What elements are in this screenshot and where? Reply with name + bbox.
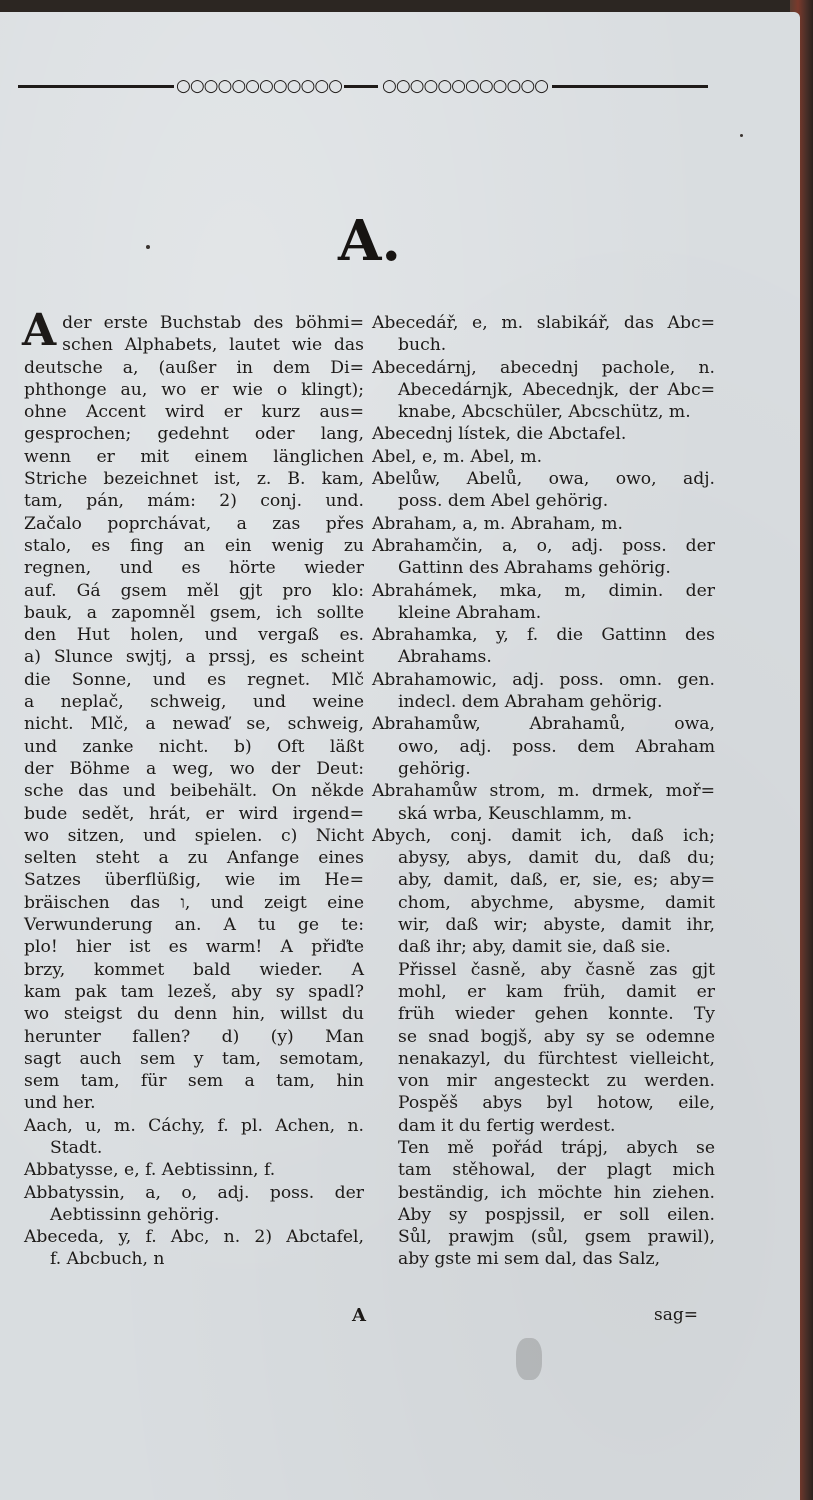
text-line: und zanke nicht. b) Oft läßt	[24, 736, 364, 757]
entry-line: Abrahamka, y, f. die Gattinn des	[372, 625, 715, 646]
text-line: der erste Buchstab des böhmi=	[62, 313, 364, 333]
entry-line: Abbatysse, e, f. Aebtissinn, f.	[24, 1160, 276, 1181]
example-line: früh wieder gehen konnte. Ty	[398, 1004, 715, 1025]
rule-line	[552, 85, 708, 88]
entry-line: gehörig.	[398, 758, 471, 779]
entry-line: Abecedárnj, abecednj pachole, n.	[372, 357, 715, 378]
example-line: Sůl, prawjm (sůl, gsem prawil),	[398, 1227, 715, 1248]
text-line: Satzes überflüßig, wie im He=	[24, 870, 364, 891]
entry-line: Gattinn des Abrahams gehörig.	[398, 558, 671, 579]
example-line: Přissel časně, aby časně zas gjt	[398, 959, 715, 980]
entry-line: kleine Abraham.	[398, 602, 542, 623]
entry-line: poss. dem Abel gehörig.	[398, 491, 609, 512]
text-line: sem tam, für sem a tam, hin	[24, 1071, 364, 1092]
rule-line	[18, 85, 174, 88]
entry-line: Abrahams.	[398, 647, 492, 668]
text-line: Verwunderung an. A tu ge te:	[24, 915, 364, 936]
entry-line: Abecedárnjk, Abecednjk, der Abc=	[398, 379, 715, 400]
text-line: wo steigst du denn hin, willst du	[24, 1004, 364, 1025]
entry-line: abysy, abys, damit du, daß du;	[398, 848, 715, 869]
entry-line: Abrahamůw, Abrahamů, owa,	[372, 714, 715, 735]
example-line: von mir angesteckt zu werden.	[398, 1071, 715, 1092]
ink-speck	[740, 134, 743, 137]
text-line: herunter fallen? d) (y) Man	[24, 1026, 364, 1047]
drop-cap: A	[22, 305, 57, 356]
text-line: bräischen das ו, und zeigt eine	[24, 892, 364, 913]
catchword: sag=	[654, 1305, 698, 1325]
example-line: Aby sy pospjssil, er soll eilen.	[398, 1204, 715, 1225]
text-line: stalo, es fing an ein wenig zu	[24, 535, 364, 556]
entry-line: Abecednj lístek, die Abctafel.	[372, 424, 627, 445]
example-line: aby gste mi sem dal, das Salz,	[398, 1249, 661, 1270]
entry-line: Abbatyssin, a, o, adj. poss. der	[24, 1182, 364, 1203]
entry-line: Stadt.	[50, 1137, 103, 1158]
entry-line: Abraham, a, m. Abraham, m.	[372, 513, 623, 534]
text-line: schen Alphabets, lautet wie das	[62, 335, 364, 356]
text-line: ohne Accent wird er kurz aus=	[24, 402, 364, 423]
book-page	[0, 12, 800, 1500]
example-line: beständig, ich möchte hin ziehen.	[398, 1182, 715, 1203]
ink-blot	[516, 1338, 542, 1380]
text-line: kam pak tam lezeš, aby sy spadl?	[24, 981, 364, 1002]
text-line: selten steht a zu Anfange eines	[24, 848, 364, 869]
entry-line: owo, adj. poss. dem Abraham	[398, 736, 715, 757]
entry-line: ská wrba, Keuschlamm, m.	[398, 803, 633, 824]
rule-line	[344, 85, 378, 88]
text-line: plo! hier ist es warm! A přiďte	[24, 937, 364, 958]
entry-line: aby, damit, daß, er, sie, es; aby=	[398, 870, 715, 891]
example-line: Ten mě pořád trápj, abych se	[398, 1137, 715, 1158]
entry-line: wir, daß wir; abyste, damit ihr,	[398, 915, 715, 936]
left-column	[22, 305, 364, 1271]
entry-line: Aach, u, m. Cáchy, f. pl. Achen, n.	[24, 1115, 364, 1136]
entry-line: Abrahámek, mka, m, dimin. der	[372, 580, 715, 601]
text-line: phthonge au, wo er wie o klingt);	[24, 379, 364, 400]
text-line: deutsche a, (außer in dem Di=	[24, 357, 364, 378]
entry-line: chom, abychme, abysme, damit	[398, 892, 715, 913]
text-line: wo sitzen, und spielen. c) Nicht	[24, 825, 364, 846]
entry-line: indecl. dem Abraham gehörig.	[398, 692, 663, 713]
ornament-beads-right: ○○○○○○○○○○○○	[382, 76, 549, 96]
example-line: dam it du fertig werdest.	[398, 1115, 616, 1136]
ornament-beads-left: ○○○○○○○○○○○○	[175, 76, 342, 96]
text-line: auf. Gá gsem měl gjt pro klo:	[24, 580, 364, 601]
ink-speck	[146, 245, 150, 249]
example-line: tam stěhowal, der plagt mich	[398, 1160, 715, 1181]
entry-line: daß ihr; aby, damit sie, daß sie.	[398, 937, 671, 958]
entry-line: Abrahamowic, adj. poss. omn. gen.	[372, 669, 715, 690]
text-line: bude sedět, hrát, er wird irgend=	[24, 803, 364, 824]
entry-line: buch.	[398, 335, 447, 356]
entry-line: Abel, e, m. Abel, m.	[372, 446, 543, 467]
text-line: nicht. Mlč, a newaď se, schweig,	[24, 714, 364, 735]
example-line: se snad bogjš, aby sy se odemne	[398, 1026, 715, 1047]
entry-line: Abeceda, y, f. Abc, n. 2) Abctafel,	[24, 1227, 364, 1248]
text-line: die Sonne, und es regnet. Mlč	[24, 669, 364, 690]
text-line: den Hut holen, und vergaß es.	[24, 625, 364, 646]
entry-line: Abrahamůw strom, m. drmek, moř=	[372, 781, 715, 802]
signature-mark: A	[352, 1305, 366, 1326]
entry-line: Abelůw, Abelů, owa, owo, adj.	[372, 469, 715, 490]
text-line: der Böhme a weg, wo der Deut:	[24, 758, 364, 779]
text-line: a neplač, schweig, und weine	[24, 692, 364, 713]
right-column	[372, 312, 715, 1271]
text-line: und her.	[24, 1093, 96, 1114]
entry-line: Aebtissinn gehörig.	[50, 1204, 220, 1225]
section-heading: A.	[338, 208, 401, 274]
text-line: Začalo poprchávat, a zas přes	[24, 513, 364, 534]
text-line: a) Slunce swjtj, a prssj, es scheint	[24, 647, 364, 668]
entry-line: Abecedář, e, m. slabikář, das Abc=	[372, 313, 715, 333]
text-line: wenn er mit einem länglichen	[24, 446, 364, 467]
text-line: sche das und beibehält. On někde	[24, 781, 364, 802]
example-line: Pospěš abys byl hotow, eile,	[398, 1093, 715, 1114]
text-line: tam, pán, mám: 2) conj. und.	[24, 491, 364, 512]
entry-line: Abrahamčin, a, o, adj. poss. der	[372, 535, 715, 556]
example-line: nenakazyl, du fürchtest vielleicht,	[398, 1048, 715, 1069]
text-line: sagt auch sem y tam, semotam,	[24, 1048, 364, 1069]
text-line: brzy, kommet bald wieder. A	[24, 959, 364, 980]
ornamental-rule	[18, 74, 708, 98]
entry-line: Abych, conj. damit ich, daß ich;	[372, 825, 715, 846]
text-line: bauk, a zapomněl gsem, ich sollte	[24, 602, 364, 623]
text-line: gesprochen; gedehnt oder lang,	[24, 424, 364, 445]
entry-line: f. Abcbuch, n	[50, 1249, 165, 1270]
entry-line: knabe, Abcschüler, Abcschütz, m.	[398, 402, 691, 423]
text-line: Striche bezeichnet ist, z. B. kam,	[24, 469, 364, 490]
text-line: regnen, und es hörte wieder	[24, 558, 364, 579]
example-line: mohl, er kam früh, damit er	[398, 981, 715, 1002]
